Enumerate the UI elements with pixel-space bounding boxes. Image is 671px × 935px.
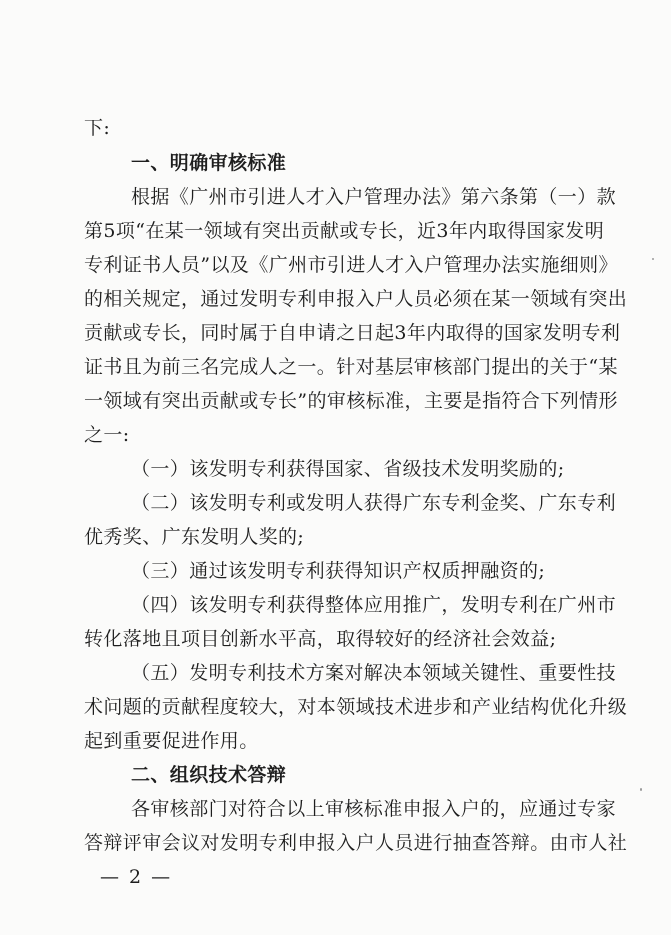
paragraph-line: 各审核部门对符合以上审核标准申报入户的，应通过专家 [131,798,617,820]
list-item-5: （五）发明专利技术方案对解决本领域关键性、重要性技 [131,662,617,684]
section-heading-1: 一、明确审核标准 [131,152,287,174]
scan-speck [640,788,642,791]
list-item-4: （四）该发明专利获得整体应用推广，发明专利在广州市 [131,594,617,616]
list-item-5-continued: 起到重要促进作用。 [84,730,259,752]
paragraph-line: 之一: [84,424,130,446]
scan-speck [652,258,654,260]
paragraph-line: 一领域有突出贡献或专长”的审核标准，主要是指符合下列情形 [84,390,618,412]
paragraph-line: 专利证书人员”以及《广州市引进人才入户管理办法实施细则》 [84,254,618,276]
continuation-line: 下: [84,117,111,139]
paragraph-line: 答辩评审会议对发明专利申报入户人员进行抽查答辩。由市人社 [84,832,628,854]
list-item-2: （二）该发明专利或发明人获得广东专利金奖、广东专利 [131,492,617,514]
paragraph-line: 的相关规定，通过发明专利申报入户人员必须在某一领域有突出 [84,288,628,310]
page-number: — 2 — [100,866,173,888]
list-item-4-continued: 转化落地且项目创新水平高，取得较好的经济社会效益; [84,628,557,650]
paragraph-line: 根据《广州市引进人才入户管理办法》第六条第（一）款 [131,186,617,208]
paragraph-line: 贡献或专长，同时属于自申请之日起3年内取得的国家发明专利 [84,322,621,344]
list-item-1: （一）该发明专利获得国家、省级技术发明奖励的; [131,458,565,480]
list-item-2-continued: 优秀奖、广东发明人奖的; [84,526,305,548]
list-item-3: （三）通过该发明专利获得知识产权质押融资的; [131,560,546,582]
list-item-5-continued: 术问题的贡献程度较大，对本领域技术进步和产业结构优化升级 [84,696,628,718]
section-heading-2: 二、组织技术答辩 [131,764,287,786]
paragraph-line: 证书且为前三名完成人之一。针对基层审核部门提出的关于“某 [84,356,618,378]
paragraph-line: 第5项“在某一领域有突出贡献或专长，近3年内取得国家发明 [84,220,605,242]
